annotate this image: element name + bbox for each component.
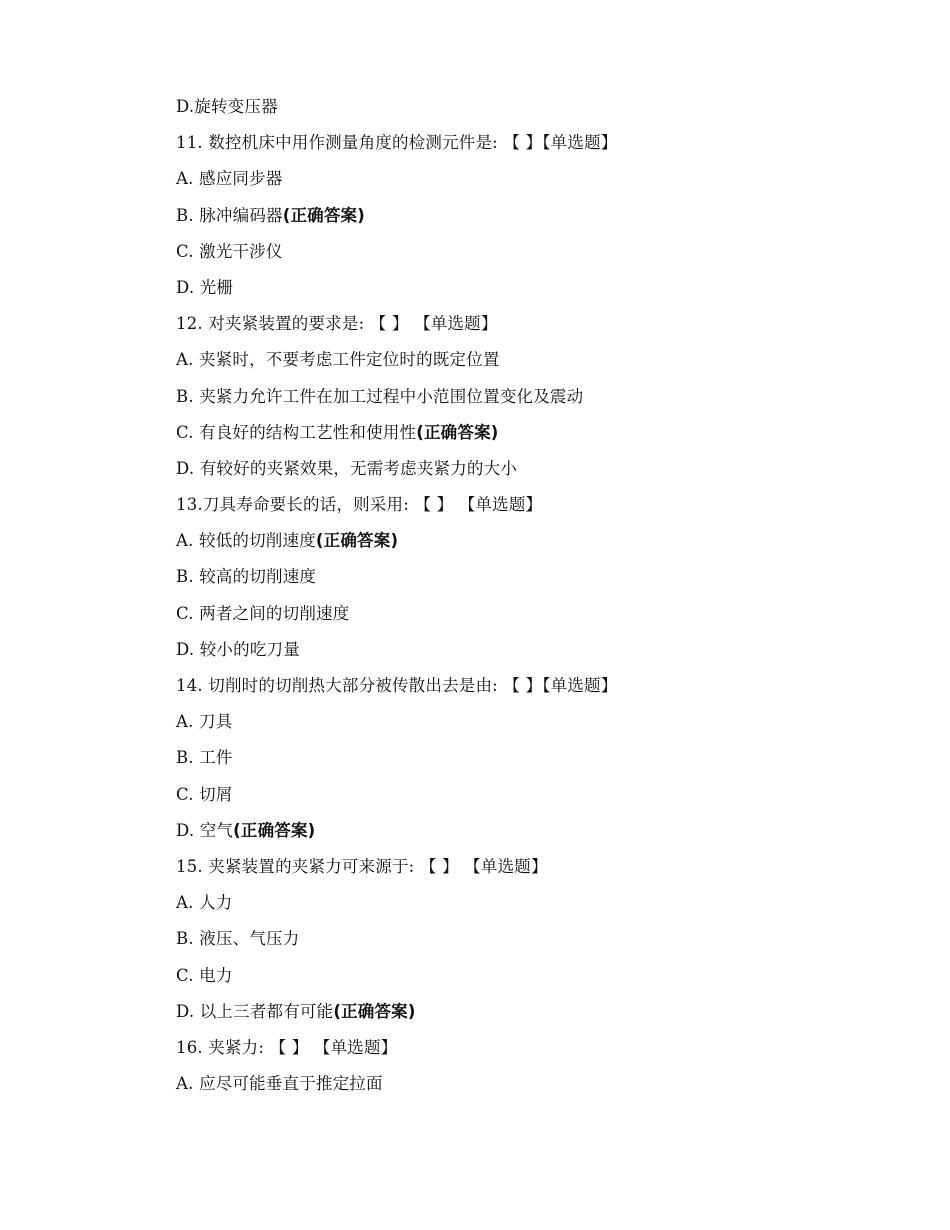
line-text: B. 夹紧力允许工件在加工过程中小范围位置变化及震动 xyxy=(176,386,584,406)
option-line xyxy=(176,635,916,671)
line-text: C. 切屑 xyxy=(176,784,233,804)
line-text: B. 工件 xyxy=(176,748,233,768)
line-text: B. 脉冲编码器 xyxy=(176,205,283,225)
option-line xyxy=(176,743,916,779)
option-line xyxy=(176,562,916,598)
line-text: A. 较低的切削速度 xyxy=(176,531,316,551)
line-text: 11. 数控机床中用作测量角度的检测元件是: 【 】【单选题】 xyxy=(176,133,618,153)
line-text: C. 有良好的结构工艺性和使用性 xyxy=(176,422,417,442)
line-text: C. 两者之间的切削速度 xyxy=(176,603,350,623)
line-text: A. 夹紧时，不要考虑工件定位时的既定位置 xyxy=(176,350,500,370)
line-text: 14. 切削时的切削热大部分被传散出去是由: 【 】【单选题】 xyxy=(176,676,618,695)
option-line xyxy=(176,526,916,562)
option-line xyxy=(176,454,916,490)
line-text: D. 光栅 xyxy=(176,277,234,297)
line-text: 12. 对夹紧装置的要求是: 【 】 【单选题】 xyxy=(176,314,498,334)
option-line xyxy=(176,924,916,960)
option-line xyxy=(176,599,916,635)
correct-answer-mark: (正确答案) xyxy=(315,531,399,551)
option-line xyxy=(176,345,916,381)
line-text: 13.刀具寿命要长的话，则采用: 【 】 【单选题】 xyxy=(176,495,543,515)
correct-answer-mark: (正确答案) xyxy=(333,1001,416,1021)
correct-answer-mark: (正确答案) xyxy=(282,205,366,225)
line-text: A. 刀具 xyxy=(176,712,233,732)
line-text: A. 应尽可能垂直于推定拉面 xyxy=(176,1074,383,1094)
question-line xyxy=(176,1033,916,1069)
line-text: C. 电力 xyxy=(176,965,233,985)
option-line xyxy=(176,780,916,816)
line-text: A. 人力 xyxy=(176,893,233,913)
question-line xyxy=(176,309,916,345)
option-line xyxy=(176,707,916,743)
correct-answer-mark: (正确答案) xyxy=(233,820,316,840)
document-body xyxy=(176,92,916,1105)
option-line xyxy=(176,382,916,418)
question-line xyxy=(176,490,916,526)
line-text: C. 激光干涉仪 xyxy=(176,241,283,261)
question-line xyxy=(176,852,916,888)
line-text: 16. 夹紧力: 【 】 【单选题】 xyxy=(176,1037,398,1057)
option-line xyxy=(176,888,916,924)
line-text: B. 液压、气压力 xyxy=(176,929,300,949)
question-line xyxy=(176,671,916,707)
option-line xyxy=(176,997,916,1033)
option-line xyxy=(176,201,916,237)
option-line xyxy=(176,418,916,454)
line-text: D. 较小的吃刀量 xyxy=(176,639,300,659)
line-text: D. 空气 xyxy=(176,820,234,840)
option-line xyxy=(176,961,916,997)
line-text: 15. 夹紧装置的夹紧力可来源于: 【 】 【单选题】 xyxy=(176,856,548,876)
line-text: D. 以上三者都有可能 xyxy=(176,1001,334,1021)
line-text: B. 较高的切削速度 xyxy=(176,567,317,587)
line-text: D.旋转变压器 xyxy=(176,97,278,116)
option-line xyxy=(176,92,916,128)
correct-answer-mark: (正确答案) xyxy=(416,422,499,442)
question-line xyxy=(176,128,916,164)
option-line xyxy=(176,164,916,200)
option-line xyxy=(176,816,916,852)
line-text: D. 有较好的夹紧效果，无需考虑夹紧力的大小 xyxy=(176,458,518,478)
option-line xyxy=(176,237,916,273)
option-line xyxy=(176,273,916,309)
line-text: A. 感应同步器 xyxy=(176,169,283,189)
option-line xyxy=(176,1069,916,1105)
